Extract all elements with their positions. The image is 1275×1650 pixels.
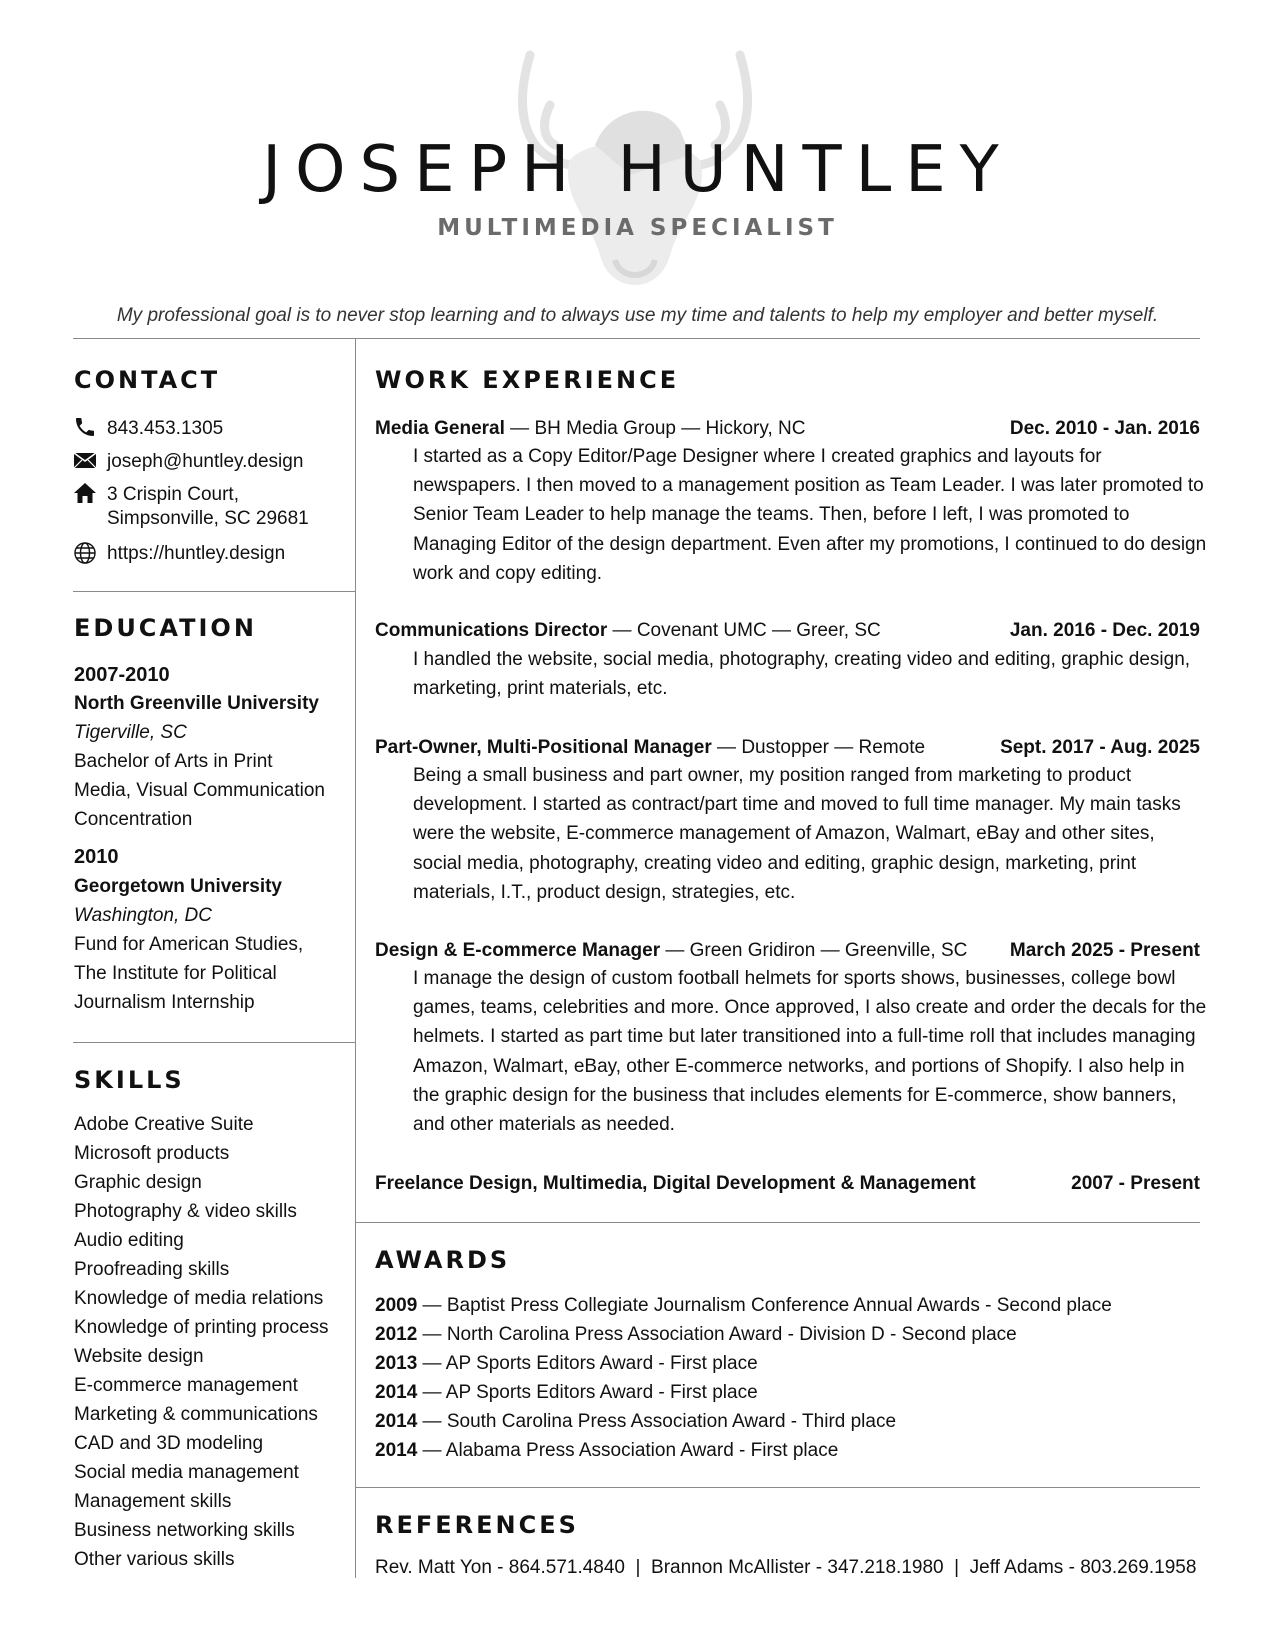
education-detail: Media, Visual Communication xyxy=(74,780,325,801)
job-description: I started as a Copy Editor/Page Designer where I created graphics and layouts for newspapers. I then moved to a management position as Team Leader. I was later promoted to Senior Team Leader to help manage the teams. Then, before I left, I was promoted to Managing Editor of the design department. Even after my promotions, I continued to do design work and copy editing. xyxy=(413,446,1207,584)
education-years: 2010 xyxy=(74,846,119,868)
contact-address-line2: Simpsonville, SC 29681 xyxy=(107,508,309,529)
job-role: Communications Director xyxy=(375,620,608,641)
award-item xyxy=(375,1440,838,1462)
award-year: 2014 xyxy=(375,1411,418,1432)
skill-item: Knowledge of media relations xyxy=(74,1288,324,1309)
award-text: — Baptist Press Collegiate Journalism Conference Annual Awards - Second place xyxy=(417,1295,1112,1316)
education-detail: Concentration xyxy=(74,809,193,830)
skill-item: Photography & video skills xyxy=(74,1201,297,1222)
job-dates: Sept. 2017 - Aug. 2025 xyxy=(1000,737,1200,758)
job-dates: Dec. 2010 - Jan. 2016 xyxy=(1009,418,1200,439)
award-year: 2013 xyxy=(375,1353,418,1374)
job-dates: 2007 - Present xyxy=(1071,1173,1200,1194)
award-text: — Alabama Press Association Award - First place xyxy=(417,1440,839,1461)
job-header xyxy=(375,620,1200,642)
home-icon xyxy=(73,481,97,505)
award-year: 2014 xyxy=(375,1382,418,1403)
award-text: — South Carolina Press Association Award - Third place xyxy=(417,1411,897,1432)
skills-heading: SKILLS xyxy=(74,1066,185,1094)
award-item xyxy=(375,1411,896,1433)
contact-heading: CONTACT xyxy=(74,366,221,394)
education-location: Tigerville, SC xyxy=(74,722,187,743)
skill-item: E-commerce management xyxy=(74,1375,298,1396)
skill-item: Other various skills xyxy=(74,1549,235,1570)
job-organization: — BH Media Group — Hickory, NC xyxy=(504,418,806,439)
job-role: Media General xyxy=(375,418,505,439)
job-header xyxy=(375,418,1200,440)
job-dates: March 2025 - Present xyxy=(1009,940,1200,961)
awards-heading: AWARDS xyxy=(375,1246,511,1274)
globe-icon xyxy=(73,541,97,565)
contact-divider xyxy=(73,591,355,592)
professional-goal: My professional goal is to never stop learning and to always use my time and talents to help my employer and better myself. xyxy=(116,305,1159,326)
award-text: — AP Sports Editors Award - First place xyxy=(417,1382,758,1403)
skill-item: Audio editing xyxy=(74,1230,184,1251)
skill-item: Website design xyxy=(74,1346,204,1367)
skill-item: Proofreading skills xyxy=(74,1259,230,1280)
column-divider xyxy=(355,338,356,1578)
references-list: Rev. Matt Yon - 864.571.4840 | Brannon McAllister - 347.218.1980 | Jeff Adams - 803.269.1958 xyxy=(375,1557,1197,1578)
contact-address-line1: 3 Crispin Court, xyxy=(107,484,239,505)
phone-icon xyxy=(73,415,97,439)
education-heading: EDUCATION xyxy=(74,614,257,642)
award-item xyxy=(375,1295,1112,1317)
award-year: 2009 xyxy=(375,1295,418,1316)
job-header xyxy=(375,1173,1200,1195)
header-divider xyxy=(73,338,1200,339)
candidate-name: JOSEPH HUNTLEY xyxy=(262,133,1013,207)
awards-divider xyxy=(355,1487,1200,1488)
skill-item: Business networking skills xyxy=(74,1520,295,1541)
job-description: I handled the website, social media, photography, creating video and editing, graphic design, marketing, print materials, etc. xyxy=(413,649,1191,700)
job-role: Freelance Design, Multimedia, Digital Development & Management xyxy=(375,1173,976,1194)
award-item xyxy=(375,1353,758,1375)
award-text: — AP Sports Editors Award - First place xyxy=(417,1353,758,1374)
award-item xyxy=(375,1382,758,1404)
contact-phone[interactable]: 843.453.1305 xyxy=(107,418,224,439)
award-year: 2012 xyxy=(375,1324,418,1345)
skill-item: Management skills xyxy=(74,1491,232,1512)
education-years: 2007-2010 xyxy=(74,664,170,686)
contact-website[interactable]: https://huntley.design xyxy=(107,543,286,564)
job-header xyxy=(375,940,1200,962)
skill-item: CAD and 3D modeling xyxy=(74,1433,264,1454)
education-school: North Greenville University xyxy=(74,693,319,714)
education-school: Georgetown University xyxy=(74,876,282,897)
job-description: I manage the design of custom football helmets for sports shows, businesses, college bowl games, teams, celebrities and more. Once approved, I also create and order the decals for the helmets. I started as part time but later transitioned into a full-time roll that includes managing Amazon, Walmart, eBay, other E-commerce networks, and portions of Shopify. I also help in the graphic design for the business that includes elements for E-commerce, show banners, and other materials as needed. xyxy=(413,968,1207,1136)
award-year: 2014 xyxy=(375,1440,418,1461)
skill-item: Knowledge of printing process xyxy=(74,1317,329,1338)
education-divider xyxy=(73,1042,355,1043)
skill-item: Microsoft products xyxy=(74,1143,230,1164)
envelope-icon xyxy=(73,448,97,472)
job-role: Part-Owner, Multi-Positional Manager xyxy=(375,737,712,758)
job-organization: — Green Gridiron — Greenville, SC xyxy=(660,940,968,961)
education-detail: Journalism Internship xyxy=(74,992,255,1013)
skill-item: Social media management xyxy=(74,1462,299,1483)
contact-email[interactable]: joseph@huntley.design xyxy=(107,451,304,472)
candidate-title: MULTIMEDIA SPECIALIST xyxy=(437,215,838,241)
job-dates: Jan. 2016 - Dec. 2019 xyxy=(1009,620,1200,641)
award-text: — North Carolina Press Association Award - Division D - Second place xyxy=(417,1324,1017,1345)
work-heading: WORK EXPERIENCE xyxy=(375,366,680,394)
education-location: Washington, DC xyxy=(74,905,212,926)
work-divider xyxy=(355,1222,1200,1223)
job-description: Being a small business and part owner, my position ranged from marketing to product development. I started as contract/part time and moved to full time manager. My main tasks were the website, E-commerce management of Amazon, Walmart, eBay and other sites, social media, photography, creating video and editing, graphic design, marketing, print materials, I.T., product design, strategies, etc. xyxy=(413,765,1181,903)
job-organization: — Dustopper — Remote xyxy=(711,737,926,758)
education-detail: The Institute for Political xyxy=(74,963,277,984)
job-organization: — Covenant UMC — Greer, SC xyxy=(607,620,881,641)
award-item xyxy=(375,1324,1017,1346)
skill-item: Marketing & communications xyxy=(74,1404,318,1425)
education-detail: Bachelor of Arts in Print xyxy=(74,751,273,772)
job-header xyxy=(375,737,1200,759)
references-heading: REFERENCES xyxy=(375,1511,579,1539)
skill-item: Graphic design xyxy=(74,1172,202,1193)
skill-item: Adobe Creative Suite xyxy=(74,1114,254,1135)
job-role: Design & E-commerce Manager xyxy=(375,940,661,961)
education-detail: Fund for American Studies, xyxy=(74,934,304,955)
